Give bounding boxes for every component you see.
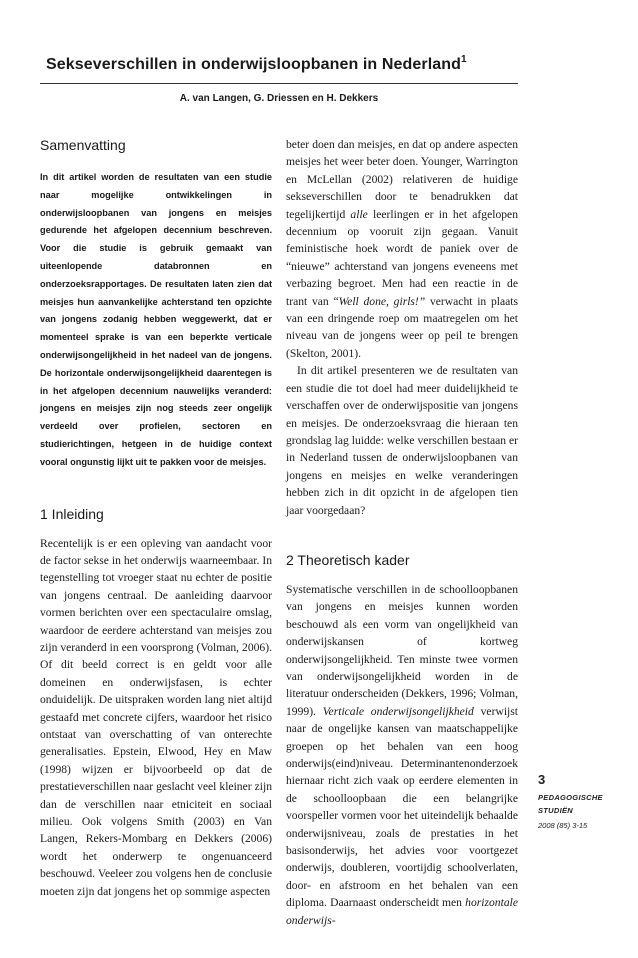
left-column xyxy=(40,136,272,900)
section-1-heading: 1 Inleiding xyxy=(40,505,104,522)
journal-sidebar xyxy=(538,772,603,832)
title-footnote-marker[interactable]: 1 xyxy=(461,54,467,65)
title-text: Sekseverschillen in onderwijsloopbanen in Nederland xyxy=(46,56,461,73)
page-number: 3 xyxy=(538,772,546,787)
section-2-heading: 2 Theoretisch kader xyxy=(286,551,410,568)
authors: A. van Langen, G. Driessen en H. Dekkers xyxy=(179,93,379,104)
journal-name-line-1: PEDAGOGISCHE xyxy=(538,793,603,802)
abstract-text: In dit artikel worden de resultaten van een studie naar mogelijke ontwikkelingen in onderwijsloopbanen van jongens en meisjes gedurende het afgelopen decennium beschreven. Voor die studie is gebruik gemaakt van uiteenlopende databronnen en onderzoeksrapportages. De resultaten laten zien dat meisjes hun aanvankelijke achterstand ten opzichte van jongens zodanig hebben weggewerkt, dat er momenteel sprake is van een beperkte verticale onderwijsongelijkheid in het nadeel van de jongens. De horizontale onderwijsongelijkheid daarentegen is in het afgelopen decennium nauwelijks veranderd: jongens en meisjes zijn nog steeds zeer ongelijk verdeeld over profielen, sectoren en studierichtingen, hetgeen in de huidige context vooral ongunstig lijkt uit te pakken voor de meisjes. xyxy=(40,172,272,467)
section-1-paragraph-1-continued: beter doen dan meisjes, en dat op andere aspecten meisjes het weer beter doen. Younger, Warrington en McLellan (2002) relativeren de huidige sekseverschillen door te benadrukken dat tegelijkertijd alle leerlingen er in het afgelopen decennium op vooruit zijn gegaan. Vanuit feministische hoek wordt de paniek over de “nieuwe” achterstand van jongens eveneens met verbazing begroet. Men had een reactie in de trant van “Well done, girls!” verwacht in plaats van een dringende roep om maatregelen om het niveau van de jongens weer op peil te brengen (Skelton, 2001). xyxy=(286,138,518,360)
section-2-paragraph-1: Systematische verschillen in de schoolloopbanen van jongens en meisjes kunnen worden beschouwd als een vorm van ongelijkheid van onderwijskansen of kortweg onderwijsongelijkheid. Ten minste twee vormen van onderwijsongelijkheid worden in de literatuur onderscheiden (Dekkers, 1996; Volman, 1999). Verticale onderwijsongelijkheid verwijst naar de ongelijke kansen van maatschappelijke groepen op het behalen van een hoog onderwijs(eind)niveau. Determinantenonderzoek hiernaar richt zich vaak op eerdere elementen in de schoolloopbaan die een belangrijke voorspeller vormen voor het uiteindelijk behaalde onderwijsniveau, zoals de prestaties in het basisonderwijs, het advies voor voortgezet onderwijs, doubleren, voortijdig schoolverlaten, door- en afstroom en het behalen van een diploma. Daarnaast onderscheidt men horizontale onderwijs- xyxy=(286,582,518,927)
journal-issue: 2008 (85) 3-15 xyxy=(538,821,588,830)
article-title xyxy=(46,54,546,74)
emphasis-horizontale: horizontale onderwijs- xyxy=(286,896,518,927)
emphasis-well-done: Well done, girls!” xyxy=(338,294,426,308)
section-1-paragraph-1: Recentelijk is er een opleving van aandacht voor de factor sekse in het onderwijs waarneembaar. In tegenstelling tot vroeger staat nu echter de positie van jongens centraal. De aanleiding daarvoor vormen berichten over een spectaculaire omslag, waardoor de eerdere achterstand van meisjes zou zijn veranderd in een voorsprong (Volman, 2006). Of dit beeld correct is en geldt voor alle domeinen en onderwijsfasen, is echter onduidelijk. De uitspraken worden lang niet altijd gestaafd met concrete cijfers, waardoor het risico ontstaat van overschatting of van onterechte generalisaties. Epstein, Elwood, Hey en Maw (1998) wijzen er bijvoorbeeld op dat de prestatieverschillen naar geslacht veel kleiner zijn dan de verschillen naar etniciteit en sociaal milieu. Ook volgens Smith (2003) en Van Langen, Rekers-Mombarg en Dekkers (2006) wordt het onderwerp te ongenuanceerd beschouwd. Veeleer zou volgens hen de conclusie moeten zijn dat jongens het op sommige aspecten xyxy=(40,536,272,898)
journal-name-line-2: STUDIËN xyxy=(538,806,574,815)
emphasis-verticale: Verticale onderwijsongelijkheid xyxy=(322,704,474,718)
section-1-paragraph-2: In dit artikel presenteren we de resultaten van een studie die tot doel had meer duidelijkheid te verschaffen over de onderwijspositie van jongens en meisjes. De onderzoeksvraag die hieraan ten grondslag lag luidde: welke verschillen bestaan er in Nederland tussen de onderwijsloopbanen van jongens en meisjes en welke veranderingen hebben zich in dit opzicht in de afgelopen tien jaar voorgedaan? xyxy=(286,364,518,517)
emphasis-alle: alle xyxy=(350,207,368,221)
title-rule xyxy=(40,83,518,84)
right-column xyxy=(286,136,518,929)
abstract-heading: Samenvatting xyxy=(40,137,126,153)
